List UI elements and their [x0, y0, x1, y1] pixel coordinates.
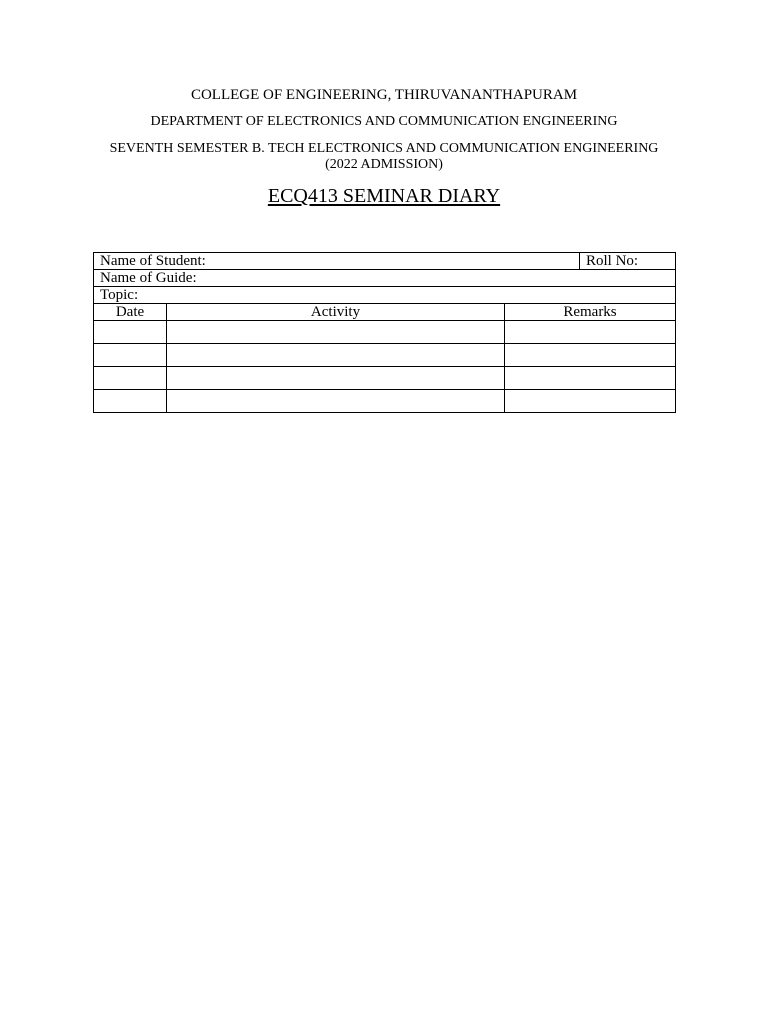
table-row	[94, 367, 676, 390]
remarks-cell[interactable]	[505, 367, 676, 390]
activity-cell[interactable]	[167, 321, 505, 344]
column-header-date: Date	[94, 304, 167, 321]
remarks-cell[interactable]	[505, 344, 676, 367]
column-header-row	[94, 304, 676, 321]
admission-year: (2022 ADMISSION)	[325, 157, 443, 172]
column-header-remarks: Remarks	[505, 304, 676, 321]
college-name: COLLEGE OF ENGINEERING, THIRUVANANTHAPURAM	[190, 87, 578, 103]
remarks-cell[interactable]	[505, 390, 676, 413]
table-row	[94, 321, 676, 344]
seminar-diary-table	[93, 252, 676, 413]
document-title: ECQ413 SEMINAR DIARY	[267, 185, 501, 207]
student-name-label: Name of Student:	[100, 253, 206, 269]
guide-row	[94, 270, 676, 287]
topic-label: Topic:	[100, 287, 139, 303]
guide-name-field[interactable]	[94, 270, 676, 287]
student-name-field[interactable]	[94, 253, 580, 270]
activity-cell[interactable]	[167, 344, 505, 367]
activity-cell[interactable]	[167, 390, 505, 413]
date-cell[interactable]	[94, 321, 167, 344]
roll-no-field[interactable]	[580, 253, 676, 270]
program-name: SEVENTH SEMESTER B. TECH ELECTRONICS AND COMMUNICATION ENGINEERING	[109, 141, 659, 156]
guide-name-label: Name of Guide:	[100, 270, 197, 286]
date-cell[interactable]	[94, 390, 167, 413]
topic-field[interactable]	[94, 287, 676, 304]
table-row	[94, 390, 676, 413]
student-row	[94, 253, 676, 270]
table-row	[94, 344, 676, 367]
department-name: DEPARTMENT OF ELECTRONICS AND COMMUNICATION ENGINEERING	[150, 114, 618, 129]
roll-no-label: Roll No:	[586, 253, 639, 269]
remarks-cell[interactable]	[505, 321, 676, 344]
date-cell[interactable]	[94, 367, 167, 390]
date-cell[interactable]	[94, 344, 167, 367]
column-header-activity: Activity	[167, 304, 505, 321]
topic-row	[94, 287, 676, 304]
activity-cell[interactable]	[167, 367, 505, 390]
